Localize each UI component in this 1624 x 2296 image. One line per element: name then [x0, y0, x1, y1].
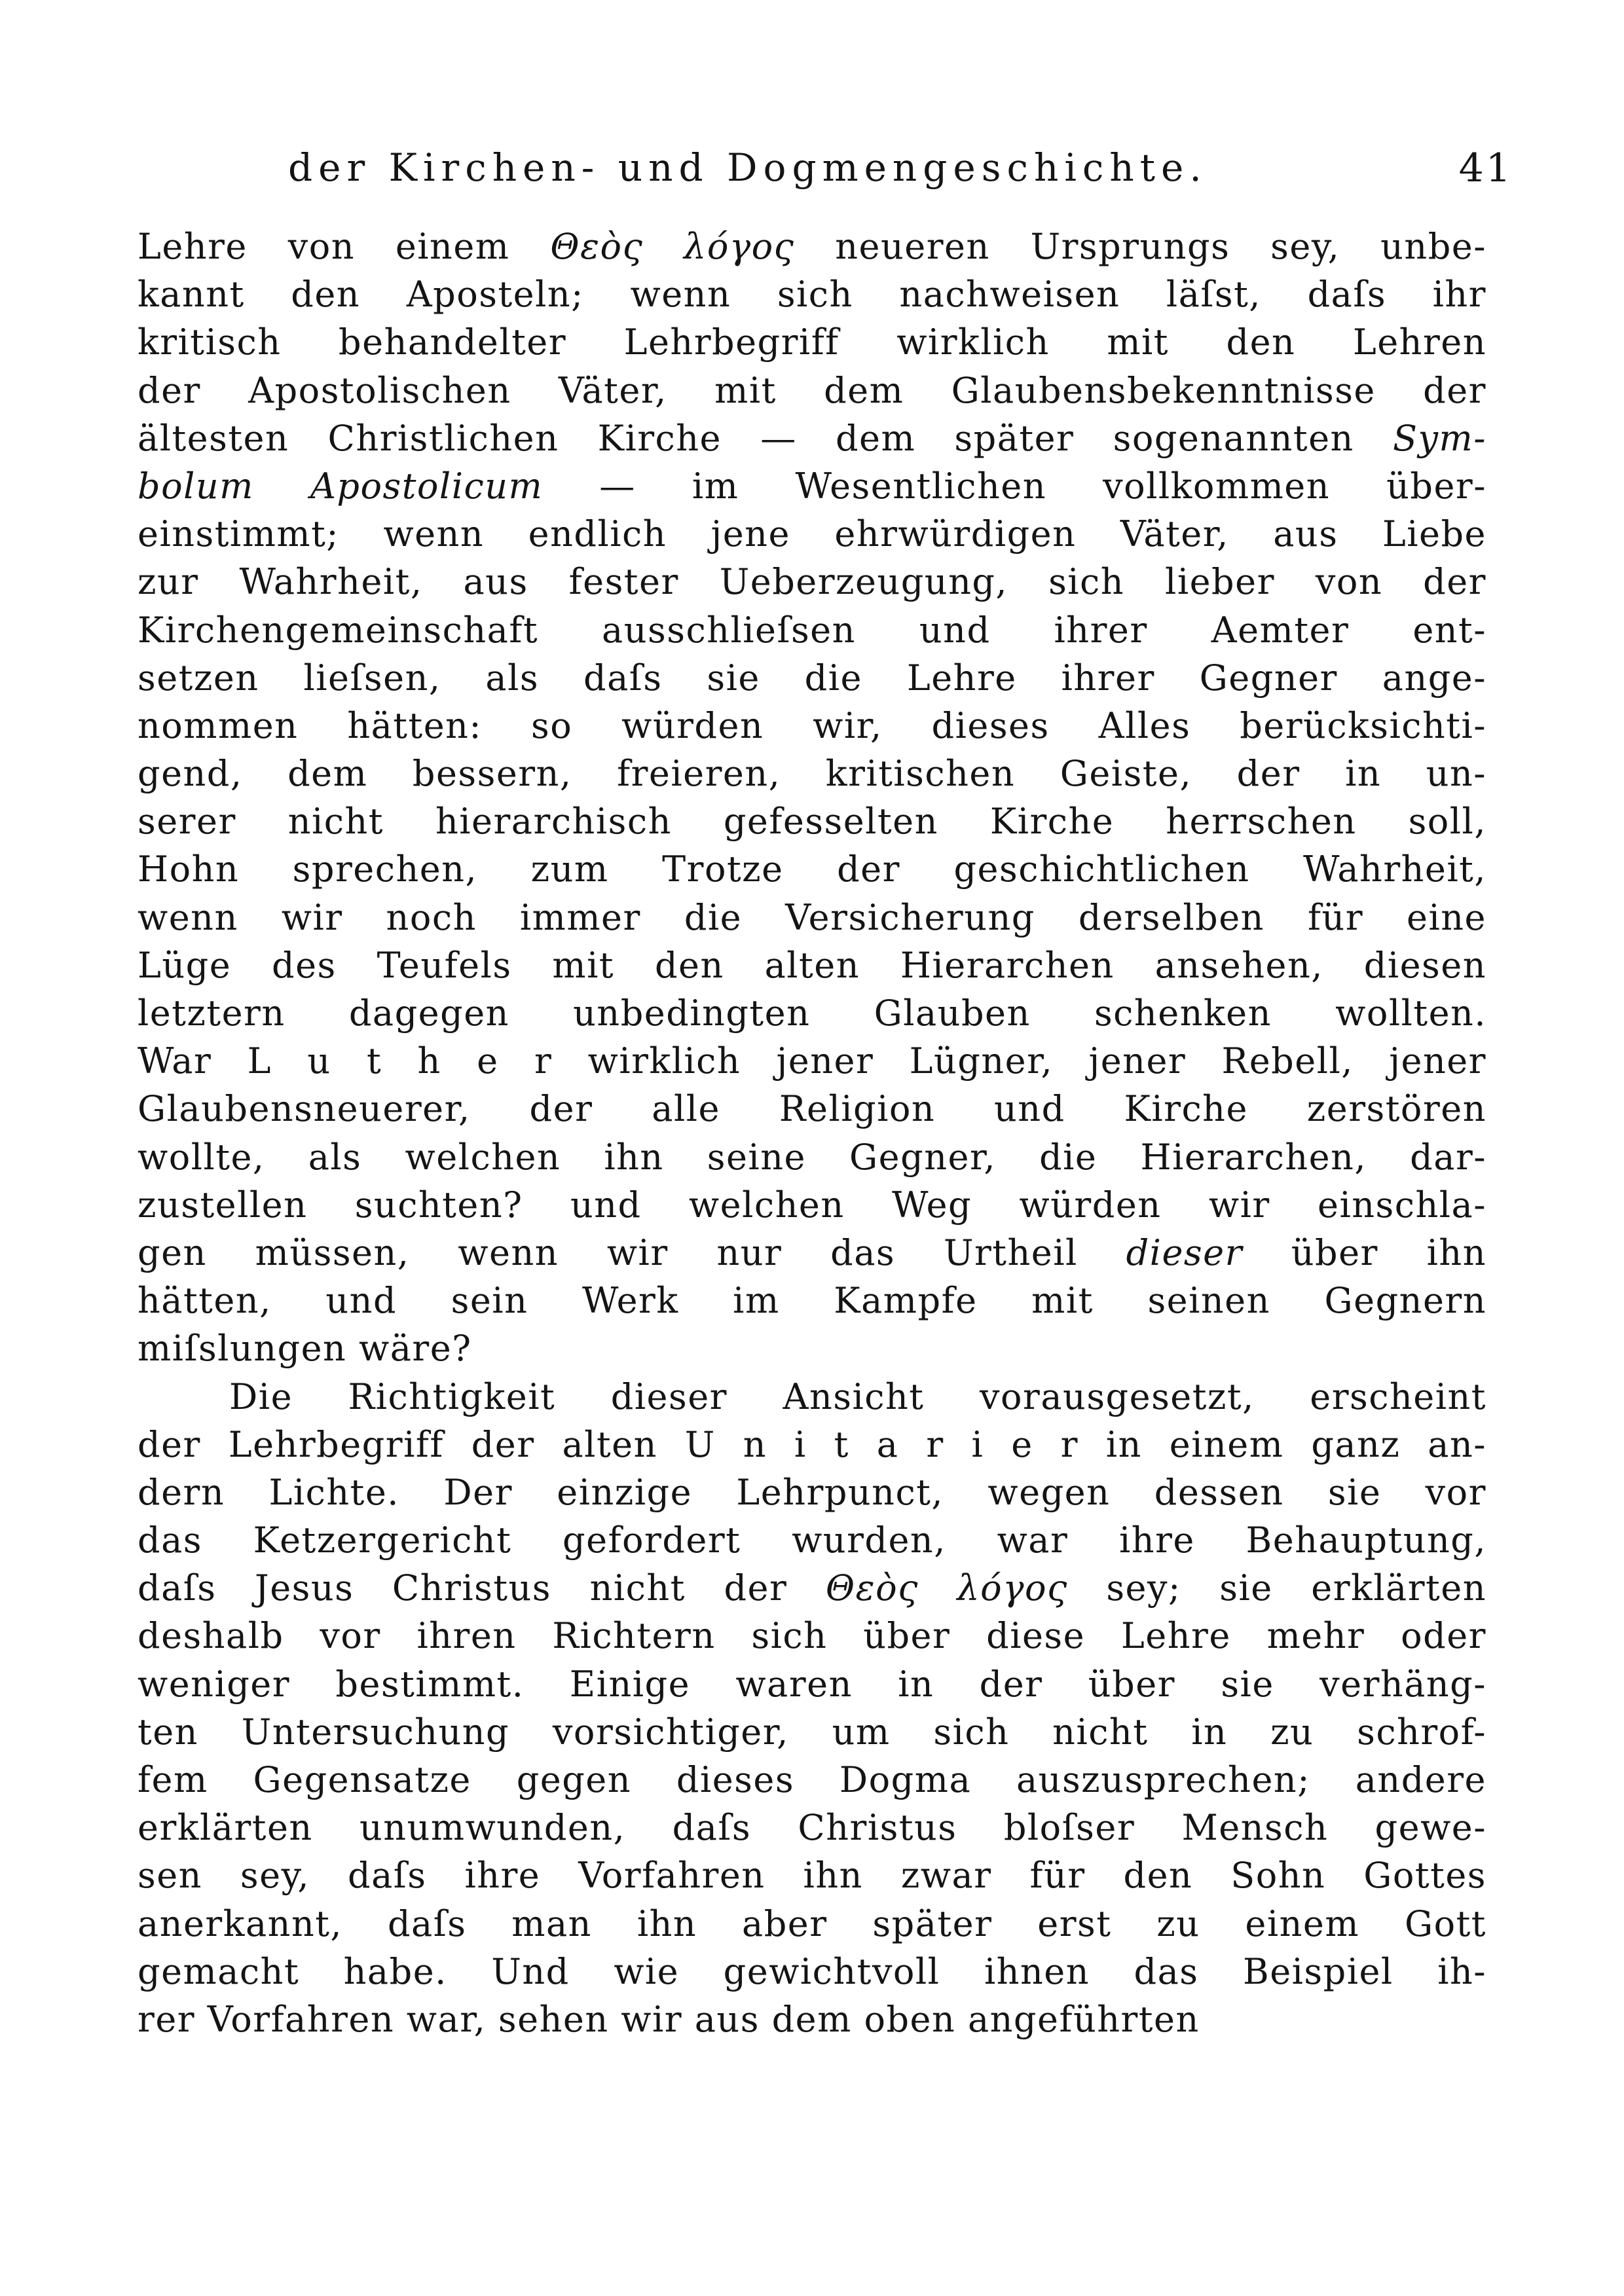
italic-term: Sym- [1393, 417, 1486, 459]
page-number: 41 [1458, 145, 1513, 191]
text-run: über ihn [1242, 1231, 1486, 1273]
text-line [138, 797, 1486, 845]
text-line [138, 845, 1486, 893]
text-line [138, 1995, 1486, 2043]
text-line [138, 894, 1486, 941]
text-line [138, 318, 1486, 366]
text-line [138, 414, 1486, 462]
text-line [138, 1660, 1486, 1708]
text-run: Lehre von einem [138, 226, 551, 267]
text-run: daſs Jesus Christus nicht der [138, 1567, 826, 1609]
text-run: letztern dagegen unbedingten Glauben schenken wollten. [138, 993, 1486, 1034]
text-run: Kirchengemeinschaft ausschlieſsen und ihrer Aemter ent- [138, 609, 1486, 651]
text-run: anerkannt, daſs man ihn aber später erst zu einem Gott [138, 1903, 1486, 1944]
text-run: deshalb vor ihren Richtern sich über diese Lehre mehr oder [138, 1615, 1486, 1657]
text-run: War L u t h e r wirklich jener Lügner, jener Rebell, jener [138, 1040, 1486, 1082]
text-line [138, 1612, 1486, 1660]
text-line [138, 270, 1486, 318]
text-line [138, 1277, 1486, 1324]
text-run: kritisch behandelter Lehrbegriff wirklich mit den Lehren [138, 321, 1486, 363]
text-run: wenn wir noch immer die Versicherung derselben für eine [138, 896, 1486, 938]
text-line [138, 462, 1486, 510]
text-line [138, 702, 1486, 750]
text-line [138, 1900, 1486, 1948]
text-line [138, 1516, 1486, 1564]
text-line [138, 1229, 1486, 1277]
text-run: gen müssen, wenn wir nur das Urtheil [138, 1231, 1126, 1273]
text-run: ten Untersuchung vorsichtiger, um sich nicht in zu schrof- [138, 1711, 1486, 1753]
text-run: Hohn sprechen, zum Trotze der geschichtlichen Wahrheit, [138, 848, 1486, 890]
text-run: serer nicht hierarchisch gefesselten Kirche herrschen soll, [138, 801, 1486, 843]
text-run: nommen hätten: so würden wir, dieses Alles berücksichti- [138, 704, 1486, 746]
text-run: einstimmt; wenn endlich jene ehrwürdigen Väter, aus Liebe [138, 513, 1486, 555]
running-title: der Kirchen- und Dogmengeschichte. [288, 145, 1208, 190]
text-run: der Apostolischen Väter, mit dem Glaubensbekenntnisse der [138, 369, 1486, 411]
text-line [138, 1468, 1486, 1516]
text-line [138, 1708, 1486, 1756]
text-run: zustellen suchten? und welchen Weg würden wir einschla- [138, 1184, 1486, 1226]
text-line [138, 1324, 1486, 1372]
italic-term: bolum Apostolicum [138, 465, 544, 507]
greek-term: Θεὸς λόγος [550, 226, 795, 267]
text-run: wollte, als welchen ihn seine Gegner, die Hierarchen, dar- [138, 1136, 1486, 1178]
text-line [138, 558, 1486, 606]
text-run: fem Gegensatze gegen dieses Dogma auszusprechen; andere [138, 1759, 1486, 1800]
text-run: erklärten unumwunden, daſs Christus bloſser Mensch gewe- [138, 1807, 1486, 1849]
text-line [138, 1085, 1486, 1133]
running-head [288, 145, 1513, 198]
text-run: weniger bestimmt. Einige waren in der über sie verhäng- [138, 1663, 1486, 1705]
text-line [138, 510, 1486, 558]
text-run: gemacht habe. Und wie gewichtvoll ihnen das Beispiel ih- [138, 1950, 1486, 1992]
text-run: sen sey, daſs ihre Vorfahren ihn zwar für den Sohn Gottes [138, 1855, 1486, 1897]
text-line [138, 1804, 1486, 1851]
text-line [138, 1564, 1486, 1612]
text-line [138, 1851, 1486, 1899]
text-run: Lüge des Teufels mit den alten Hierarchen ansehen, diesen [138, 944, 1486, 986]
text-run: neueren Ursprungs sey, unbe- [794, 226, 1486, 267]
text-line [138, 1181, 1486, 1229]
text-run: hätten, und sein Werk im Kampfe mit seinen Gegnern [138, 1280, 1486, 1322]
text-line [138, 654, 1486, 702]
text-run: sey; sie erklärten [1067, 1567, 1486, 1609]
text-line [138, 1037, 1486, 1085]
text-line [138, 1133, 1486, 1181]
text-run: — im Wesentlichen vollkommen über- [543, 465, 1486, 507]
italic-term: dieser [1126, 1231, 1243, 1273]
text-run: miſslungen wäre? [138, 1328, 472, 1370]
text-run: Glaubensneuerer, der alle Religion und Kirche zerstören [138, 1088, 1486, 1130]
text-run: rer Vorfahren war, sehen wir aus dem oben angeführten [138, 1998, 1200, 2040]
text-line [138, 750, 1486, 797]
text-run: setzen lieſsen, als daſs sie die Lehre ihrer Gegner ange- [138, 657, 1486, 699]
text-run: zur Wahrheit, aus fester Ueberzeugung, sich lieber von der [138, 561, 1486, 603]
text-line [138, 223, 1486, 270]
text-run: Die Richtigkeit dieser Ansicht vorausgesetzt, erscheint [229, 1376, 1486, 1417]
greek-term: Θεὸς λόγος [825, 1567, 1068, 1609]
text-line [138, 1756, 1486, 1804]
text-run: das Ketzergericht gefordert wurden, war ihre Behauptung, [138, 1520, 1486, 1561]
text-line [138, 941, 1486, 989]
text-line [138, 989, 1486, 1037]
text-run: gend, dem bessern, freieren, kritischen Geiste, der in un- [138, 753, 1486, 795]
text-line [138, 1948, 1486, 1995]
text-run: der Lehrbegriff der alten U n i t a r i e r in einem ganz an- [138, 1423, 1486, 1465]
text-run: ältesten Christlichen Kirche — dem später sogenannten [138, 417, 1393, 459]
text-line [138, 1373, 1486, 1421]
text-run: kannt den Aposteln; wenn sich nachweisen läſst, daſs ihr [138, 274, 1486, 316]
text-line [138, 1421, 1486, 1468]
text-line [138, 367, 1486, 414]
body-text [138, 223, 1486, 2043]
text-run: dern Lichte. Der einzige Lehrpunct, wegen dessen sie vor [138, 1471, 1486, 1513]
text-line [138, 606, 1486, 654]
